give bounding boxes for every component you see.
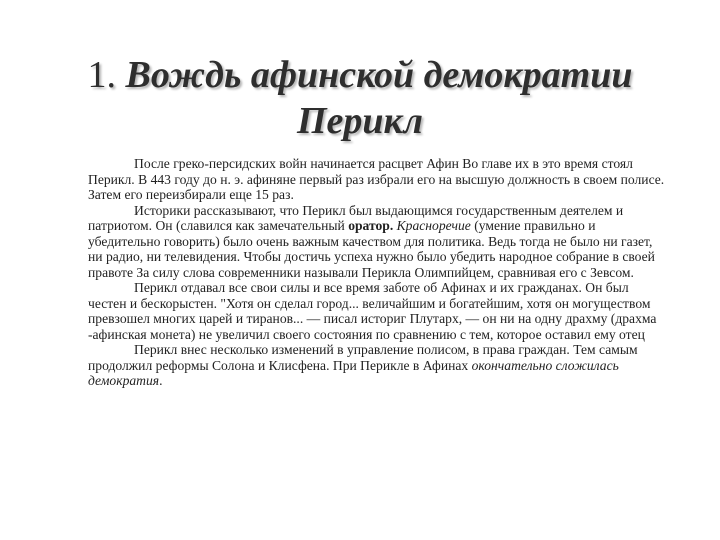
slide-title <box>60 52 660 144</box>
paragraph-1 <box>88 156 668 203</box>
paragraph-4-text-start: Перикл внес несколько изменений в управление полисом, в права граждан. Тем самым продолжил реформы Солона и Клисфена. При Перикле в Афинах <box>88 342 638 373</box>
paragraph-2 <box>88 203 668 281</box>
term-orator: оратор. <box>348 218 394 233</box>
paragraph-4 <box>88 342 668 389</box>
paragraph-1-text: После греко-персидских войн начинается расцвет Афин Во главе их в это время стоял Перикл. В 443 году до н. э. афиняне первый раз избрали его на высшую должность в своем полисе. Затем его переизбирали еще 15 раз. <box>88 156 665 202</box>
paragraph-4-text-end: . <box>159 373 163 388</box>
title-number: 1. <box>87 54 117 96</box>
paragraph-2-text-end: (умение правильно и убедительно говорить) было очень важным качеством для политика. Ведь тогда не было ни газет, ни радио, ни телевидения. Чтобы достичь успеха нужно было убедить народное собрание в своей правоте За силу слова современники называли Перикла Олимпийцем, сравнивая его с Зевсом. <box>88 218 655 280</box>
paragraph-2-text-start: Историки рассказывают, что Перикл был выдающимся государственным деятелем и патриотом. Он (славился как замечательный <box>88 202 624 233</box>
term-eloquence: Красноречие <box>393 218 471 233</box>
title-line-1: Вождь афинской демократии <box>116 54 633 96</box>
paragraph-3 <box>88 280 668 342</box>
slide-body <box>88 156 668 389</box>
term-democracy: окончательно сложилась демократия <box>88 357 619 388</box>
title-line-2: Перикл <box>296 100 424 142</box>
paragraph-3-text: Перикл отдавал все свои силы и все время заботе об Афинах и их гражданах. Он был честен и бескорыстен. "Хотя он сделал город... величайшим и богатейшим, хотя он могуществом превзошел многих царей и тиранов... — писал историг Плутарх, — он ни на одну драхму (драхма -афинская монета) не увеличил своего состояния по сравнению с тем, которое оставил ему отец <box>88 280 657 342</box>
